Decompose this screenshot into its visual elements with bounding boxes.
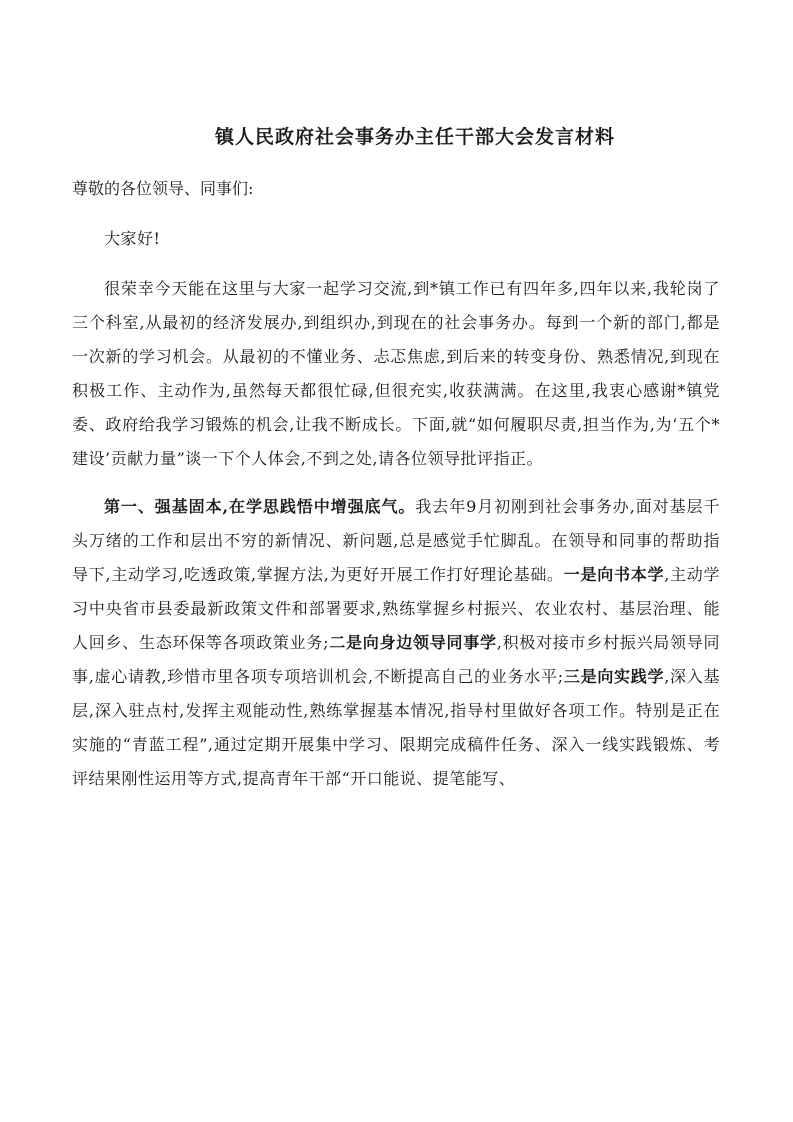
point-2-label: 二是向身边领导同事学 (329, 633, 497, 652)
point-1-text: ,主动学习中央省市县委最新政策文件和部署要求,熟练掌握乡村振兴、农业农村、基层治理、能人回乡、生态环保等各项政策业务; (72, 565, 720, 652)
salutation: 尊敬的各位领导、同事们: (72, 179, 254, 198)
greeting: 大家好! (104, 229, 161, 248)
section-1-heading: 第一、强基固本,在学思践悟中增强底气。 (104, 497, 416, 516)
point-3-label: 三是向实践学 (563, 667, 665, 686)
point-1-label: 一是向书本学 (563, 565, 665, 584)
document-title: 镇人民政府社会事务办主任干部大会发言材料 (214, 126, 615, 148)
point-3-text: ,深入基层,深入驻点村,发挥主观能动性,熟练掌握基本情况,指导村里做好各项工作。特别是正在实施的“青蓝工程”,通过定期开展集中学习、限期完成稿件任务、深入一线实践锻炼、考评结果刚性运用等方式,提高青年干部“开口能说、提笔能写、 (72, 667, 720, 788)
intro-paragraph: 很荣幸今天能在这里与大家一起学习交流,到*镇工作已有四年多,四年以来,我轮岗了三个科室,从最初的经济发展办,到组织办,到现在的社会事务办。每到一个新的部门,都是一次新的学习机会。从最初的不懂业务、忐忑焦虑,到后来的转变身份、熟悉情况,到现在积极工作、主动作为,虽然每天都很忙碌,但很充实,收获满满。在这里,我衷心感谢*镇党委、政府给我学习锻炼的机会,让我不断成长。下面,就“如何履职尽责,担当作为,为‘五个*建设’贡献力量”谈一下个人体会,不到之处,请各位领导批评指正。 (72, 279, 720, 468)
section-1-text: 我去年9月初刚到社会事务办,面对基层千头万绪的工作和层出不穷的新情况、新问题,总是感觉手忙脚乱。在领导和同事的帮助指导下,主动学习,吃透政策,掌握方法,为更好开展工作打好理论基础。 (72, 497, 720, 584)
section-1-paragraph (72, 490, 720, 796)
point-2-text: ,积极对接市乡村振兴局领导同事,虚心请教,珍惜市里各项专项培训机会,不断提高自己的业务水平; (72, 633, 720, 686)
document-page (72, 120, 720, 810)
